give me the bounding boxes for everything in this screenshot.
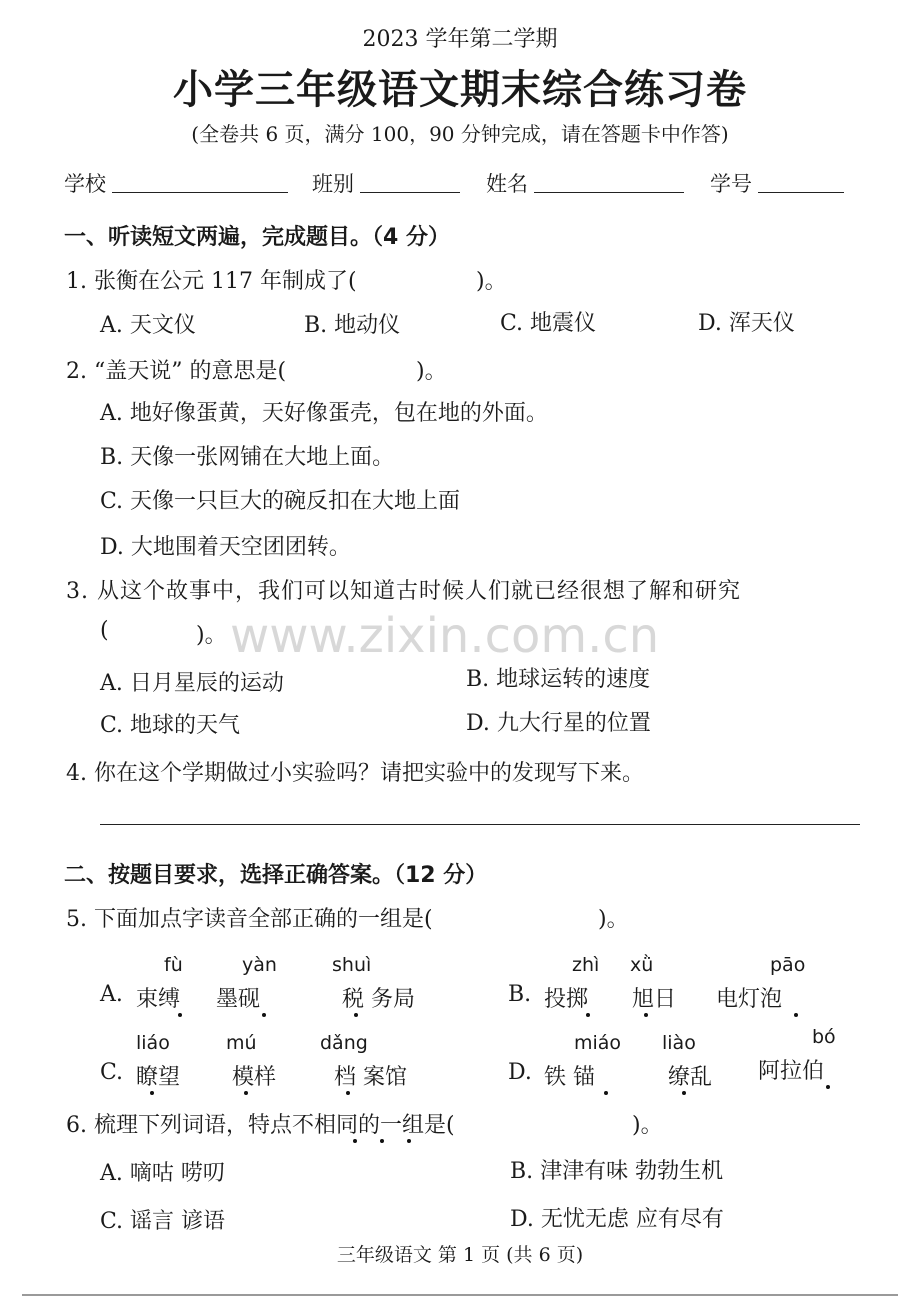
q5-option-a-word-3: 税 务局 [342,987,415,1012]
q5-option-c-word-2: 模样 [232,1065,277,1090]
q5-option-b-word-3: 电灯泡 [716,987,783,1012]
page-bottom-border [22,1294,898,1296]
q5-option-b-word-1: 投掷 [544,987,589,1012]
q6-option-b[interactable]: B. 津津有味 勃勃生机 [510,1159,724,1184]
q6-option-d[interactable]: D. 无忧无虑 应有尽有 [510,1207,724,1232]
q3-option-a[interactable]: A. 日月星辰的运动 [100,671,284,696]
q5-c-pinyin-2: mú [226,1032,257,1054]
emphasis-dot [682,1091,686,1095]
q4-stem: 4. 你在这个学期做过小实验吗？请把实验中的发现写下来。 [66,761,644,786]
q3-option-d[interactable]: D. 九大行星的位置 [466,711,651,736]
q2-option-c[interactable]: C. 天像一只巨大的碗反扣在大地上面 [100,489,461,514]
q6-option-c[interactable]: C. 谣言 谚语 [100,1209,226,1234]
emphasis-dot [794,1013,798,1017]
q5-d-pinyin-1: miáo [574,1032,622,1054]
emphasis-dot [262,1013,266,1017]
emphasis-dot [354,1013,358,1017]
q5-d-pinyin-3: bó [812,1026,836,1048]
q1-option-d[interactable]: D. 浑天仪 [698,311,795,336]
q6-stem: 6. 梳理下列词语，特点不相同的一组是( [66,1113,455,1138]
q3-tail: )。 [196,623,227,648]
q1-tail: )。 [476,269,507,294]
section-2-heading: 二、按题目要求，选择正确答案。（12 分） [64,863,488,888]
number-label: 学号 [710,172,752,196]
q1-stem: 1. 张衡在公元 117 年制成了( [66,269,357,294]
q5-b-pinyin-2: xǜ [630,954,654,976]
section-1-heading: 一、听读短文两遍，完成题目。（4 分） [64,225,450,250]
exam-instructions: (全卷共 6 页，满分 100，90 分钟完成，请在答题卡中作答) [191,122,729,146]
q5-a-pinyin-2: yàn [242,954,277,976]
q5-option-a-label[interactable]: A. [100,982,123,1007]
q1-option-c[interactable]: C. 地震仪 [500,311,597,336]
exam-title: 小学三年级语文期末综合练习卷 [173,67,747,113]
q5-option-b-label[interactable]: B. [508,982,532,1007]
q5-a-pinyin-1: fù [164,954,183,976]
q1-option-b[interactable]: B. 地动仪 [304,313,401,338]
emphasis-dot [380,1139,384,1143]
name-label: 姓名 [486,172,528,196]
emphasis-dot [346,1091,350,1095]
q5-option-c-word-1: 瞭望 [136,1065,181,1090]
q1-option-a[interactable]: A. 天文仪 [100,313,196,338]
emphasis-dot [353,1139,357,1143]
number-blank[interactable] [758,192,844,193]
q3-option-b[interactable]: B. 地球运转的速度 [466,667,651,692]
name-blank[interactable] [534,192,684,193]
q5-c-pinyin-1: liáo [136,1032,170,1054]
q5-b-pinyin-3: pāo [770,954,806,976]
q5-a-pinyin-3: shuì [332,954,372,976]
school-blank[interactable] [112,192,288,193]
q2-tail: )。 [416,359,447,384]
emphasis-dot [586,1013,590,1017]
q4-answer-line[interactable] [100,824,860,825]
q6-tail: )。 [632,1113,663,1138]
q5-d-pinyin-2: liào [662,1032,696,1054]
emphasis-dot [826,1085,830,1089]
school-label: 学校 [64,172,106,196]
q3-option-c[interactable]: C. 地球的天气 [100,713,241,738]
watermark-text: www.zixin.com.cn [230,608,660,664]
q5-c-pinyin-3: dǎng [320,1032,368,1054]
q5-option-a-word-1: 束缚 [136,987,181,1012]
q5-option-c-word-3: 档 案馆 [334,1065,407,1090]
q5-tail: )。 [598,907,629,932]
class-label: 班别 [312,172,354,196]
q5-stem: 5. 下面加点字读音全部正确的一组是( [66,907,433,932]
q3-paren-open: ( [100,618,109,643]
q6-option-a[interactable]: A. 嘀咕 唠叨 [100,1161,225,1186]
q2-option-d[interactable]: D. 大地围着天空团团转。 [100,535,351,560]
q5-option-d-word-1: 铁 锚 [544,1065,595,1090]
exam-term: 2023 学年第二学期 [362,27,558,52]
q5-b-pinyin-1: zhì [572,954,600,976]
class-blank[interactable] [360,192,460,193]
page-footer: 三年级语文 第 1 页 (共 6 页) [336,1244,584,1266]
q2-option-a[interactable]: A. 地好像蛋黄，天好像蛋壳，包在地的外面。 [100,401,548,426]
emphasis-dot [604,1091,608,1095]
emphasis-dot [178,1013,182,1017]
emphasis-dot [150,1091,154,1095]
emphasis-dot [244,1091,248,1095]
q5-option-d-word-2: 缭乱 [668,1065,713,1090]
q3-stem: 3. 从这个故事中，我们可以知道古时候人们就已经很想了解和研究 [66,579,741,604]
q5-option-c-label[interactable]: C. [100,1060,124,1085]
q2-option-b[interactable]: B. 天像一张网铺在大地上面。 [100,445,395,470]
q5-option-d-label[interactable]: D. [508,1060,532,1085]
q5-option-d-word-3: 阿拉伯 [758,1059,825,1084]
q5-option-a-word-2: 墨砚 [216,987,261,1012]
q5-option-b-word-2: 旭日 [632,987,677,1012]
q2-stem: 2. “盖天说” 的意思是( [66,359,287,384]
emphasis-dot [407,1139,411,1143]
emphasis-dot [644,1013,648,1017]
